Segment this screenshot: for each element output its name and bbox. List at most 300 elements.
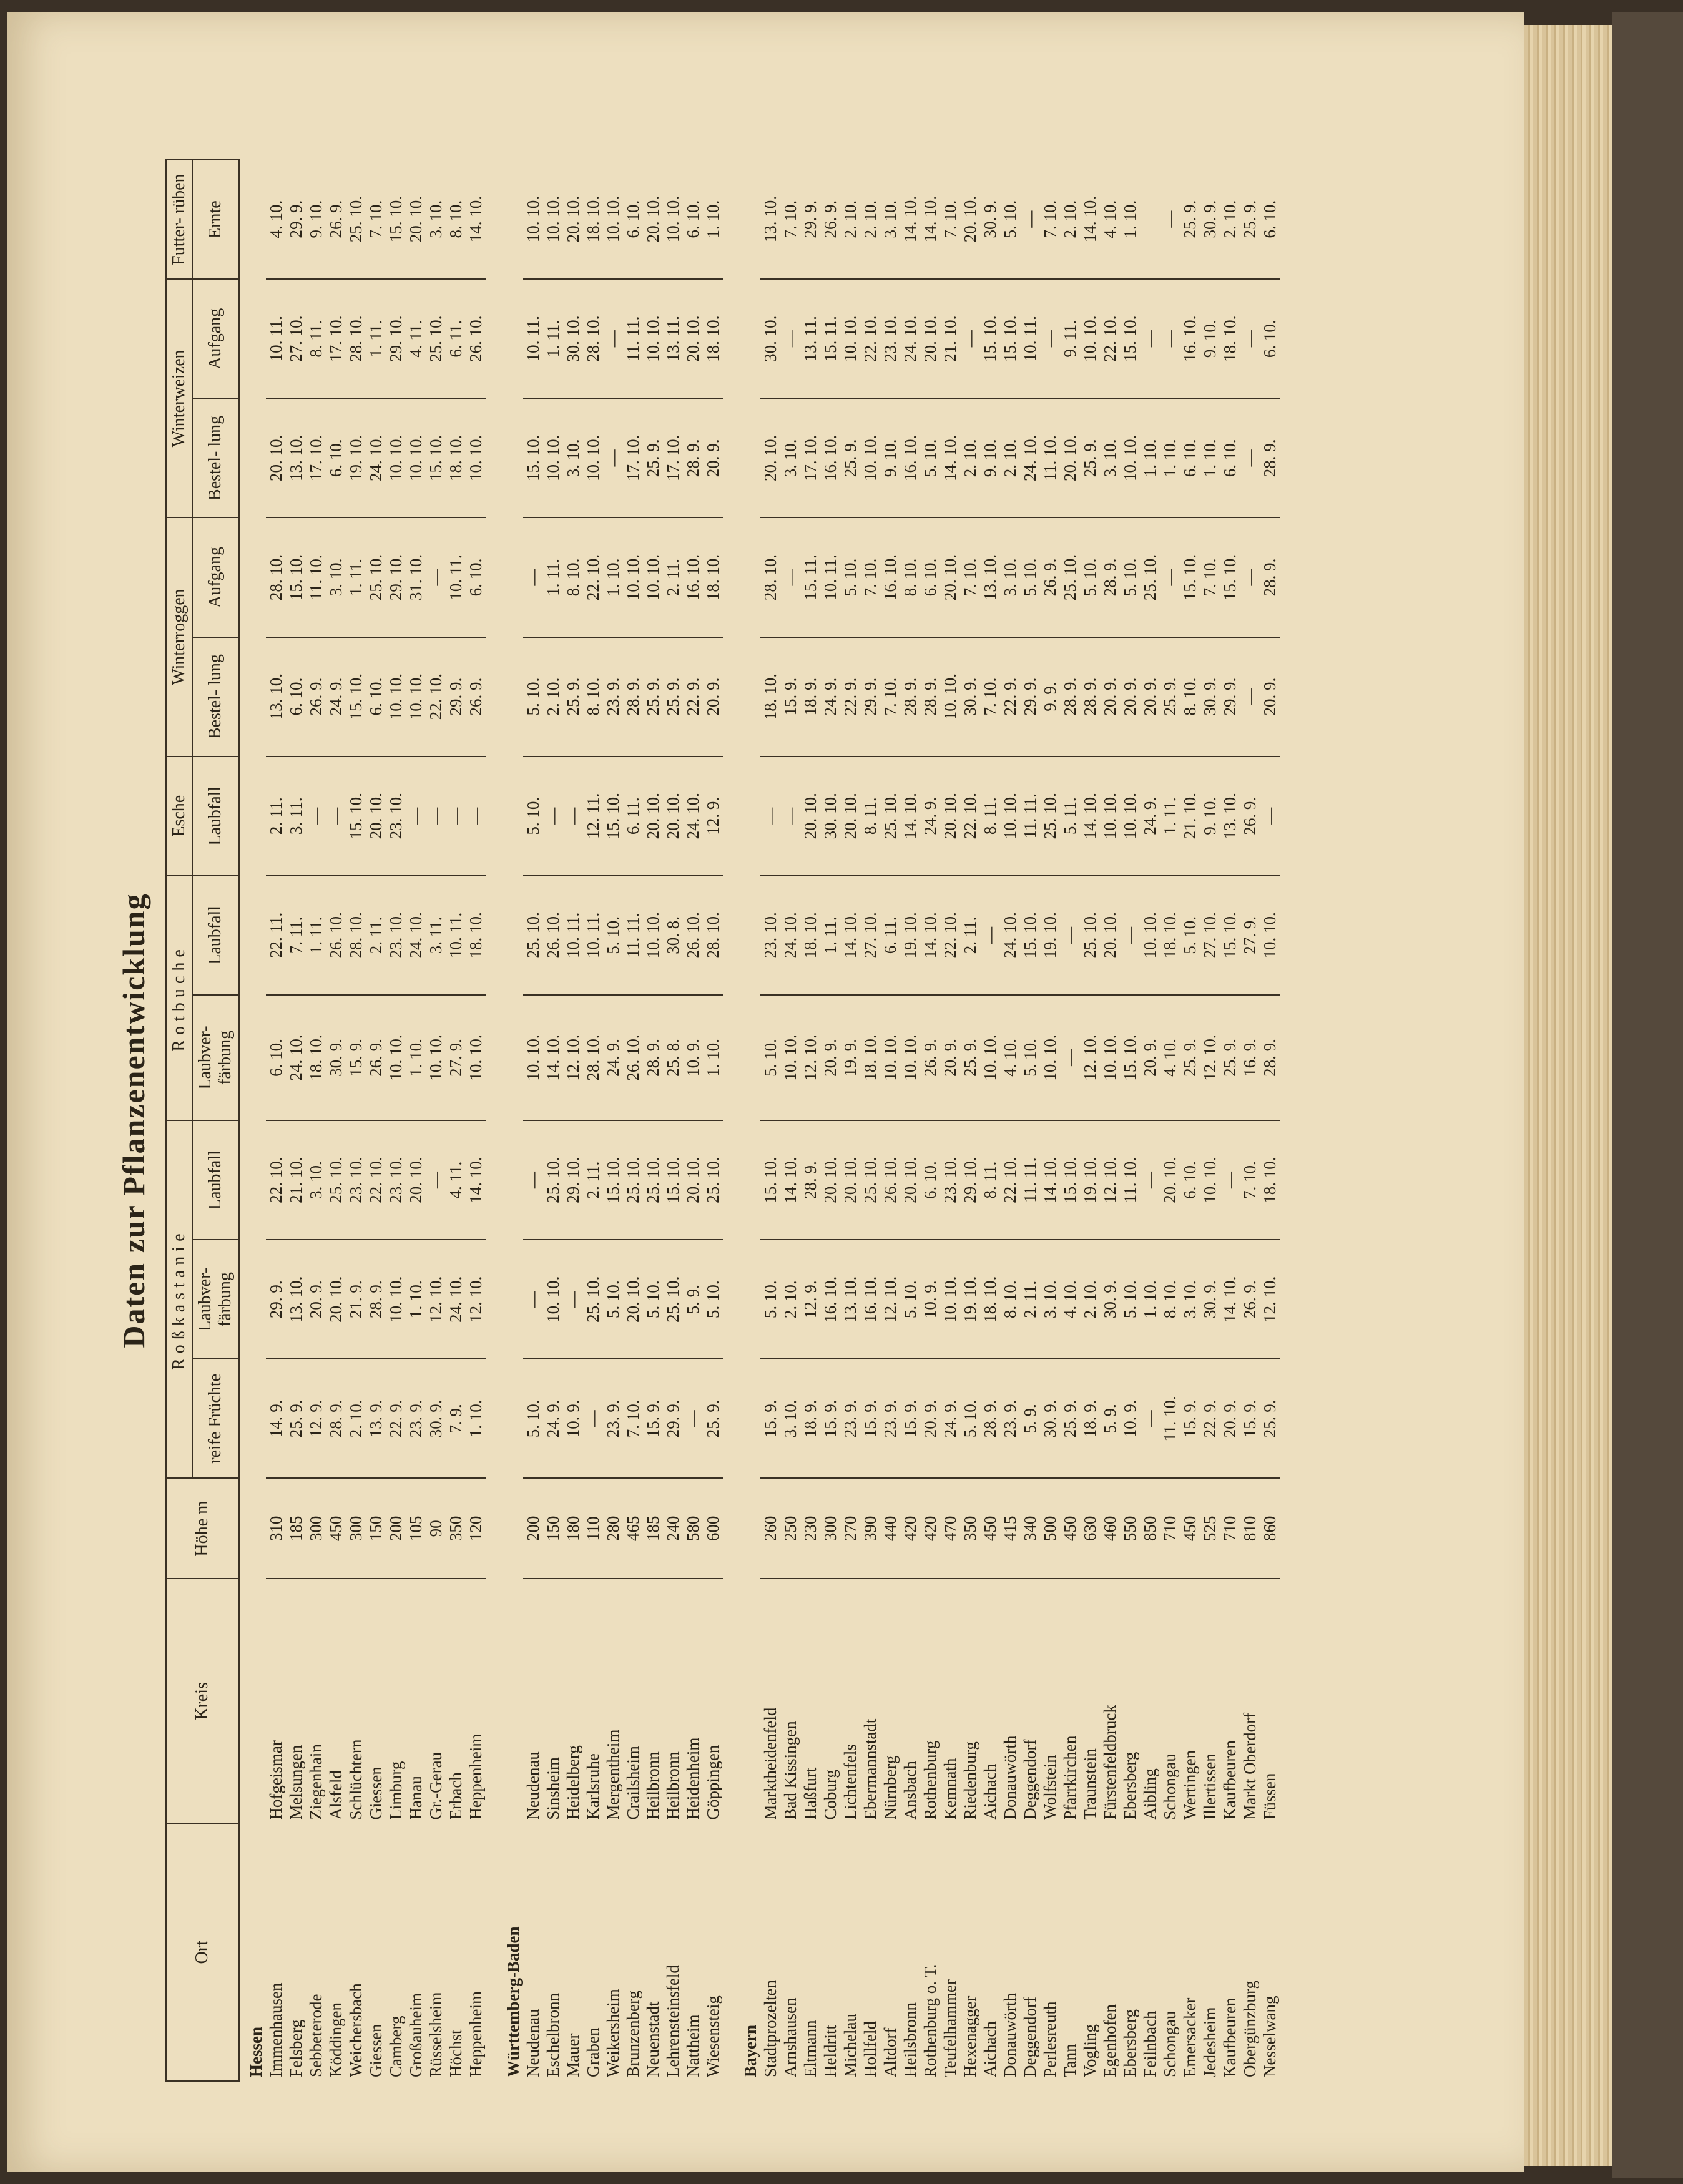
cell-date: 23. 10. [386, 757, 406, 876]
cell-kreis: Rothenburg [920, 1740, 940, 1820]
cell-kreis: Aichach [980, 1763, 999, 1820]
cell-hoehe: 350 [446, 1478, 466, 1579]
header-kreis: Kreis [166, 1579, 239, 1823]
cell-kreis: Ebermannstadt [860, 1718, 880, 1820]
cell-ort: Donauwörth [1000, 1993, 1019, 2077]
cell-date: 23. 10. [880, 279, 900, 398]
cell-date: 3. 10. [1180, 1240, 1200, 1359]
cell-ort: Aichach [980, 2021, 999, 2077]
cell-date: 14. 10. [543, 995, 563, 1120]
table-row [1260, 160, 1280, 2081]
cell-date: 5. 10. [960, 1359, 980, 1478]
cell-date: 10. 11. [1020, 279, 1040, 398]
cell-date: 25. 9. [1260, 1359, 1280, 1478]
cell-date: 14. 9. [266, 1359, 286, 1478]
table-row [1220, 160, 1240, 2081]
cell-date: 7. 10. [623, 1359, 643, 1478]
cell-date: 18. 10. [800, 876, 820, 995]
cell-kreis: Bad Kissingen [780, 1721, 800, 1820]
cell-date: 10. 10. [880, 995, 900, 1120]
cell-date: 6. 11. [880, 876, 900, 995]
table-row [266, 160, 286, 2081]
cell-date: 15. 10. [386, 160, 406, 279]
table-row [960, 160, 980, 2081]
cell-date: 15. 10. [1220, 876, 1240, 995]
cell-date: 23. 9. [880, 1359, 900, 1478]
cell-date: 28. 9. [683, 398, 703, 517]
cell-date: 25. 9. [643, 398, 663, 517]
cell-date: 14. 10. [466, 1120, 486, 1240]
cell-ort: Weikersheim [603, 1989, 622, 2077]
cell-kreis: Ziegenhain [306, 1744, 325, 1820]
cell-ort: Perlesreuth [1040, 2001, 1059, 2077]
cell-date: 20. 10. [900, 1120, 920, 1240]
table-row [543, 160, 563, 2081]
cell-date: 24. 10. [780, 876, 800, 995]
cell-date: 8. 11. [980, 757, 1000, 876]
cell-kreis: Heidenheim [683, 1737, 702, 1820]
cell-date: 15. 10. [1020, 876, 1040, 995]
cell-date: 3. 10. [1040, 1240, 1060, 1359]
cell-date: 29. 9. [1020, 637, 1040, 757]
cell-date: — [543, 757, 563, 876]
cell-kreis: Hanau [406, 1776, 425, 1820]
cell-hoehe: 450 [326, 1478, 346, 1579]
table-row [523, 160, 543, 2081]
cell-date: 5. 10. [1180, 876, 1200, 995]
cell-date: 2. 10. [780, 1240, 800, 1359]
cell-date: 29. 10. [563, 1120, 583, 1240]
cell-date: — [780, 517, 800, 637]
cell-date: 28. 9. [800, 1120, 820, 1240]
cell-date: 10. 11. [446, 876, 466, 995]
cell-date: 15. 9. [780, 637, 800, 757]
cell-date: — [960, 279, 980, 398]
cell-date: 5. 10. [1080, 517, 1100, 637]
cell-date: 20. 9. [940, 995, 960, 1120]
cell-date: 12. 10. [1080, 995, 1100, 1120]
cell-date: 2. 10. [860, 160, 880, 279]
cell-date: 15. 9. [1240, 1359, 1260, 1478]
cell-date: 10. 10. [1100, 995, 1120, 1120]
cell-date: — [1060, 995, 1080, 1120]
cell-hoehe: 710 [1160, 1478, 1180, 1579]
cell-date: 19. 10. [1080, 1120, 1100, 1240]
cell-date: — [426, 1120, 446, 1240]
cell-date: 10. 10. [1120, 757, 1140, 876]
cell-date: 28. 9. [1260, 995, 1280, 1120]
cell-date: 2. 11. [583, 1120, 603, 1240]
cell-date: 5. 10. [523, 757, 543, 876]
table-row [1100, 160, 1120, 2081]
cell-date: 2. 10. [346, 1359, 366, 1478]
cell-date: 26. 9. [820, 160, 840, 279]
cell-date: 8. 10. [1180, 637, 1200, 757]
cell-date: — [1240, 398, 1260, 517]
cell-date: 23. 9. [603, 1359, 623, 1478]
cell-date: 15. 11. [800, 517, 820, 637]
cell-ort: Eltmann [800, 2020, 820, 2077]
cell-date: 28. 10. [266, 517, 286, 637]
cell-ort: Ebersberg [1120, 2009, 1139, 2077]
page-title: Daten zur Pflanzenentwicklung [116, 893, 151, 1348]
cell-date: 29. 9. [1220, 637, 1240, 757]
cell-ort: Rothenburg o. T. [920, 1964, 940, 2077]
cell-date: — [1120, 876, 1140, 995]
cell-kreis: Pfarrkirchen [1060, 1735, 1079, 1820]
cell-date: 2. 10. [1060, 160, 1080, 279]
cell-kreis: Traunstein [1080, 1748, 1099, 1820]
cell-kreis: Melsungen [286, 1745, 305, 1820]
cell-date: 25. 10. [880, 757, 900, 876]
cell-date: 28. 9. [920, 637, 940, 757]
cell-kreis: Heidelberg [563, 1745, 582, 1820]
cell-date: 24. 10. [286, 995, 306, 1120]
table-row [663, 160, 683, 2081]
cell-date: 23. 9. [406, 1359, 426, 1478]
cell-date: 26. 9. [466, 637, 486, 757]
header-winterweizen: Winterweizen [166, 279, 192, 517]
cell-date: 26. 9. [326, 160, 346, 279]
cell-ort: Felsberg [286, 2019, 305, 2077]
cell-date: 10. 10. [523, 160, 543, 279]
table-row [900, 160, 920, 2081]
cell-date: 5. 9. [1100, 1359, 1120, 1478]
cell-date: 8. 10. [900, 517, 920, 637]
cell-hoehe: 500 [1040, 1478, 1060, 1579]
cell-date: 17. 10. [623, 398, 643, 517]
cell-ort: Tann [1060, 2044, 1079, 2077]
cell-date: 23. 10. [760, 876, 780, 995]
cell-date: 30. 9. [1200, 637, 1220, 757]
cell-hoehe: 450 [1060, 1478, 1080, 1579]
cell-date: 15. 9. [820, 1359, 840, 1478]
cell-date: 10. 11. [523, 279, 543, 398]
cell-date: 10. 10. [623, 517, 643, 637]
cell-date: 10. 10. [386, 637, 406, 757]
cell-date: 5. 10. [523, 637, 543, 757]
cell-date: 29. 10. [386, 279, 406, 398]
table-row [1240, 160, 1260, 2081]
table-row [366, 160, 386, 2081]
cell-ort: Obergünzburg [1240, 1981, 1259, 2077]
cell-date: 15. 9. [1180, 1359, 1200, 1478]
cell-date: 20. 10. [623, 1240, 643, 1359]
cell-date: 27. 9. [446, 995, 466, 1120]
cell-date: 6. 10. [286, 637, 306, 757]
cell-date: — [426, 517, 446, 637]
cell-date: 6. 10. [920, 1120, 940, 1240]
cell-date: 9. 10. [306, 160, 326, 279]
cell-date: 9. 10. [880, 398, 900, 517]
cell-date: 20. 9. [1140, 995, 1160, 1120]
cell-date: 3. 10. [563, 398, 583, 517]
cell-hoehe: 580 [683, 1478, 703, 1579]
cell-date: 10. 10. [1260, 876, 1280, 995]
cell-date: 15. 10. [1060, 1120, 1080, 1240]
cell-date: 7. 11. [286, 876, 306, 995]
cell-hoehe: 630 [1080, 1478, 1100, 1579]
cell-ort: Großauheim [406, 1993, 425, 2077]
cell-date: 1. 10. [406, 1240, 426, 1359]
table-row [386, 160, 406, 2081]
cell-date: 14. 10. [466, 160, 486, 279]
cell-date: 6. 10. [920, 517, 940, 637]
cell-hoehe: 525 [1200, 1478, 1220, 1579]
cell-ort: Teufelhammer [940, 1979, 959, 2077]
cell-ort: Weichersbach [346, 1983, 365, 2077]
cell-date: 29. 9. [800, 160, 820, 279]
cell-hoehe: 850 [1140, 1478, 1160, 1579]
cell-date: 16. 10. [860, 1240, 880, 1359]
table-row [800, 160, 820, 2081]
cell-date: 5. 10. [840, 517, 860, 637]
cell-date: 20. 10. [1160, 1120, 1180, 1240]
cell-date: 10. 10. [386, 398, 406, 517]
cell-date: 10. 10. [1100, 757, 1120, 876]
cell-date: 2. 10. [1000, 398, 1020, 517]
cell-date: 23. 9. [840, 1359, 860, 1478]
cell-date: — [603, 279, 623, 398]
cell-date: 13. 10. [286, 1240, 306, 1359]
cell-date: 25. 9. [1240, 160, 1260, 279]
cell-ort: Nattheim [683, 2014, 702, 2077]
cell-hoehe: 200 [386, 1478, 406, 1579]
cell-date: 27. 10. [286, 279, 306, 398]
cell-date: 15. 10. [760, 1120, 780, 1240]
cell-date: 4. 11. [446, 1120, 466, 1240]
cell-date: 26. 10. [683, 876, 703, 995]
table-row [760, 160, 780, 2081]
cell-date: 2. 10. [1080, 1240, 1100, 1359]
cell-date: 14. 10. [780, 1120, 800, 1240]
cell-date: 10. 10. [940, 1240, 960, 1359]
cell-ort: Arnshausen [780, 1997, 800, 2077]
cell-kreis: Schongau [1160, 1753, 1179, 1820]
cell-date: 5. 9. [1020, 1359, 1040, 1478]
cell-date: 15. 10. [603, 757, 623, 876]
cell-date: 3. 10. [306, 1120, 326, 1240]
cell-hoehe: 120 [466, 1478, 486, 1579]
cell-date: 19. 10. [900, 876, 920, 995]
cell-date: 26. 10. [543, 876, 563, 995]
cell-date: 18. 10. [703, 279, 723, 398]
cell-date: 2. 11. [366, 876, 386, 995]
cell-date: 30. 10. [563, 279, 583, 398]
cell-date: 28. 9. [1260, 398, 1280, 517]
cell-date: 25. 10. [1080, 876, 1100, 995]
cell-date: 29. 9. [860, 637, 880, 757]
cell-date: 25. 9. [1180, 995, 1200, 1120]
cell-date: — [1140, 279, 1160, 398]
table-row [446, 160, 466, 2081]
cell-date: 28. 9. [1080, 637, 1100, 757]
cell-date: 13. 11. [663, 279, 683, 398]
cell-kreis: Karlsruhe [583, 1753, 602, 1820]
cell-date: 7. 10. [940, 160, 960, 279]
cell-date: 20. 9. [1120, 637, 1140, 757]
cell-date: 25. 9. [643, 637, 663, 757]
cell-date: 3. 10. [1000, 517, 1020, 637]
cell-date: 22. 11. [266, 876, 286, 995]
cell-date: 20. 10. [643, 160, 663, 279]
cell-date: 28. 9. [366, 1240, 386, 1359]
cell-date: 28. 10. [583, 279, 603, 398]
cell-date: 14. 10. [920, 160, 940, 279]
cell-date: 17. 10. [326, 279, 346, 398]
cell-date: 5. 10. [1120, 517, 1140, 637]
table-row [820, 160, 840, 2081]
cell-date: 24. 9. [820, 637, 840, 757]
cell-hoehe: 180 [563, 1478, 583, 1579]
cell-date: 30. 9. [960, 637, 980, 757]
cell-date: 18. 10. [860, 995, 880, 1120]
cell-hoehe: 300 [346, 1478, 366, 1579]
cell-kreis: Sinsheim [543, 1757, 562, 1820]
cell-date: 30. 9. [1040, 1359, 1060, 1478]
subheader-bestellung: Bestel- lung [192, 637, 238, 757]
cell-kreis: Illertissen [1200, 1753, 1219, 1820]
cell-date: 20. 10. [266, 398, 286, 517]
cell-date: 20. 10. [820, 1120, 840, 1240]
cell-date: 22. 9. [683, 637, 703, 757]
cell-date: 22. 9. [386, 1359, 406, 1478]
cell-date: 14. 10. [900, 160, 920, 279]
cell-date: 14. 10. [1220, 1240, 1240, 1359]
cell-date: 19. 9. [840, 995, 860, 1120]
table-row [1180, 160, 1200, 2081]
cell-kreis: Markt Oberdorf [1240, 1712, 1259, 1820]
cell-ort: Mauer [563, 2033, 582, 2077]
cell-date: 29. 9. [663, 1359, 683, 1478]
cell-date: 24. 10. [1000, 876, 1020, 995]
cell-date: 29. 9. [266, 1240, 286, 1359]
cell-date: 6. 11. [446, 279, 466, 398]
cell-date: 24. 9. [543, 1359, 563, 1478]
cell-date: — [583, 1359, 603, 1478]
cell-hoehe: 90 [426, 1478, 446, 1579]
cell-date: — [326, 757, 346, 876]
cell-hoehe: 550 [1120, 1478, 1140, 1579]
table-row [980, 160, 1000, 2081]
cell-date: 28. 9. [900, 637, 920, 757]
cell-date: 1. 11. [543, 279, 563, 398]
cell-date: 10. 10. [1080, 279, 1100, 398]
cell-hoehe: 250 [780, 1478, 800, 1579]
cell-date: 15. 10. [603, 1120, 623, 1240]
cell-date: 4. 10. [1000, 995, 1020, 1120]
cell-date: 12. 10. [880, 1240, 900, 1359]
subheader-bestellung: Bestel- lung [192, 398, 238, 517]
cell-date: 30. 9. [1100, 1240, 1120, 1359]
cell-date: 30. 10. [760, 279, 780, 398]
cell-date: 10. 10. [523, 995, 543, 1120]
cell-date: 24. 9. [603, 995, 623, 1120]
cell-date: 15. 10. [1120, 995, 1140, 1120]
cell-date: 5. 10. [1020, 517, 1040, 637]
cell-date: 24. 9. [1140, 757, 1160, 876]
cell-ort: Deggendorf [1020, 1997, 1039, 2077]
cell-date: 18. 10. [1260, 1120, 1280, 1240]
table-row [860, 160, 880, 2081]
cell-ort: Höchst [446, 2029, 465, 2077]
cell-date: 10. 10. [386, 1240, 406, 1359]
cell-date: 29. 10. [386, 517, 406, 637]
cell-date: 18. 10. [466, 876, 486, 995]
table-row [426, 160, 446, 2081]
cell-date: 1. 10. [603, 517, 623, 637]
cell-kreis: Haßfurt [800, 1767, 820, 1820]
table-row [1060, 160, 1080, 2081]
cell-date: 18. 10. [306, 995, 326, 1120]
cell-ort: Kaufbeuren [1220, 1997, 1239, 2077]
cell-date: 23. 10. [346, 1120, 366, 1240]
cell-hoehe: 300 [306, 1478, 326, 1579]
cell-date: 6. 11. [623, 757, 643, 876]
cell-date: 5. 10. [603, 1240, 623, 1359]
cell-date: 8. 10. [446, 160, 466, 279]
cell-date: 15. 10. [1000, 279, 1020, 398]
cell-date: 25. 10. [643, 1120, 663, 1240]
cell-date: 1. 10. [703, 160, 723, 279]
cell-ort: Nesselwang [1260, 1995, 1279, 2077]
cell-date: 20. 10. [840, 1120, 860, 1240]
cell-date: 15. 9. [643, 1359, 663, 1478]
cell-date: 15. 11. [820, 279, 840, 398]
cell-date: 6. 10. [1260, 160, 1280, 279]
cell-ort: Giessen [366, 2024, 385, 2077]
cell-date: 25. 9. [840, 398, 860, 517]
cell-ort: Vogling [1080, 2024, 1099, 2077]
cell-date: 2. 10. [543, 637, 563, 757]
cell-date: 20. 9. [703, 398, 723, 517]
cell-ort: Wiesensteig [703, 1995, 722, 2077]
cell-date: 7. 10. [1200, 517, 1220, 637]
subheader-laubfall: Laubfall [192, 1120, 238, 1240]
cell-date: 30. 8. [663, 876, 683, 995]
cell-date: 18. 10. [1220, 279, 1240, 398]
subheader-laubfall: Laubfall [192, 876, 238, 995]
cell-date: 20. 9. [1100, 637, 1120, 757]
cell-date: 25. 9. [703, 1359, 723, 1478]
cell-date: 22. 10. [1000, 1120, 1020, 1240]
cell-date: 13. 10. [840, 1240, 860, 1359]
cell-date: 5. 10. [523, 1359, 543, 1478]
cell-ort: Rüsselsheim [426, 1992, 445, 2077]
cell-date: 20. 9. [1220, 1359, 1240, 1478]
cell-date: 5. 10. [603, 876, 623, 995]
cell-date: 10. 10. [940, 637, 960, 757]
cell-date: — [1160, 517, 1180, 637]
cell-date: — [780, 757, 800, 876]
cell-date: 6. 10. [1260, 279, 1280, 398]
cell-hoehe: 185 [286, 1478, 306, 1579]
cell-date: 11. 11. [623, 876, 643, 995]
cell-date: 15. 10. [1120, 279, 1140, 398]
cell-date: 10. 10. [980, 995, 1000, 1120]
cell-kreis: Nürnberg [880, 1755, 900, 1820]
cell-date: 15. 10. [663, 1120, 683, 1240]
cell-date: 10. 10. [543, 1240, 563, 1359]
cell-date: 10. 10. [780, 995, 800, 1120]
cell-date: 29. 9. [286, 160, 306, 279]
cell-hoehe: 415 [1000, 1478, 1020, 1579]
cell-hoehe: 310 [266, 1478, 286, 1579]
table-row [406, 160, 426, 2081]
cell-date: 10. 10. [860, 398, 880, 517]
cell-date: 5. 10. [1020, 995, 1040, 1120]
cell-date: 25. 9. [960, 995, 980, 1120]
